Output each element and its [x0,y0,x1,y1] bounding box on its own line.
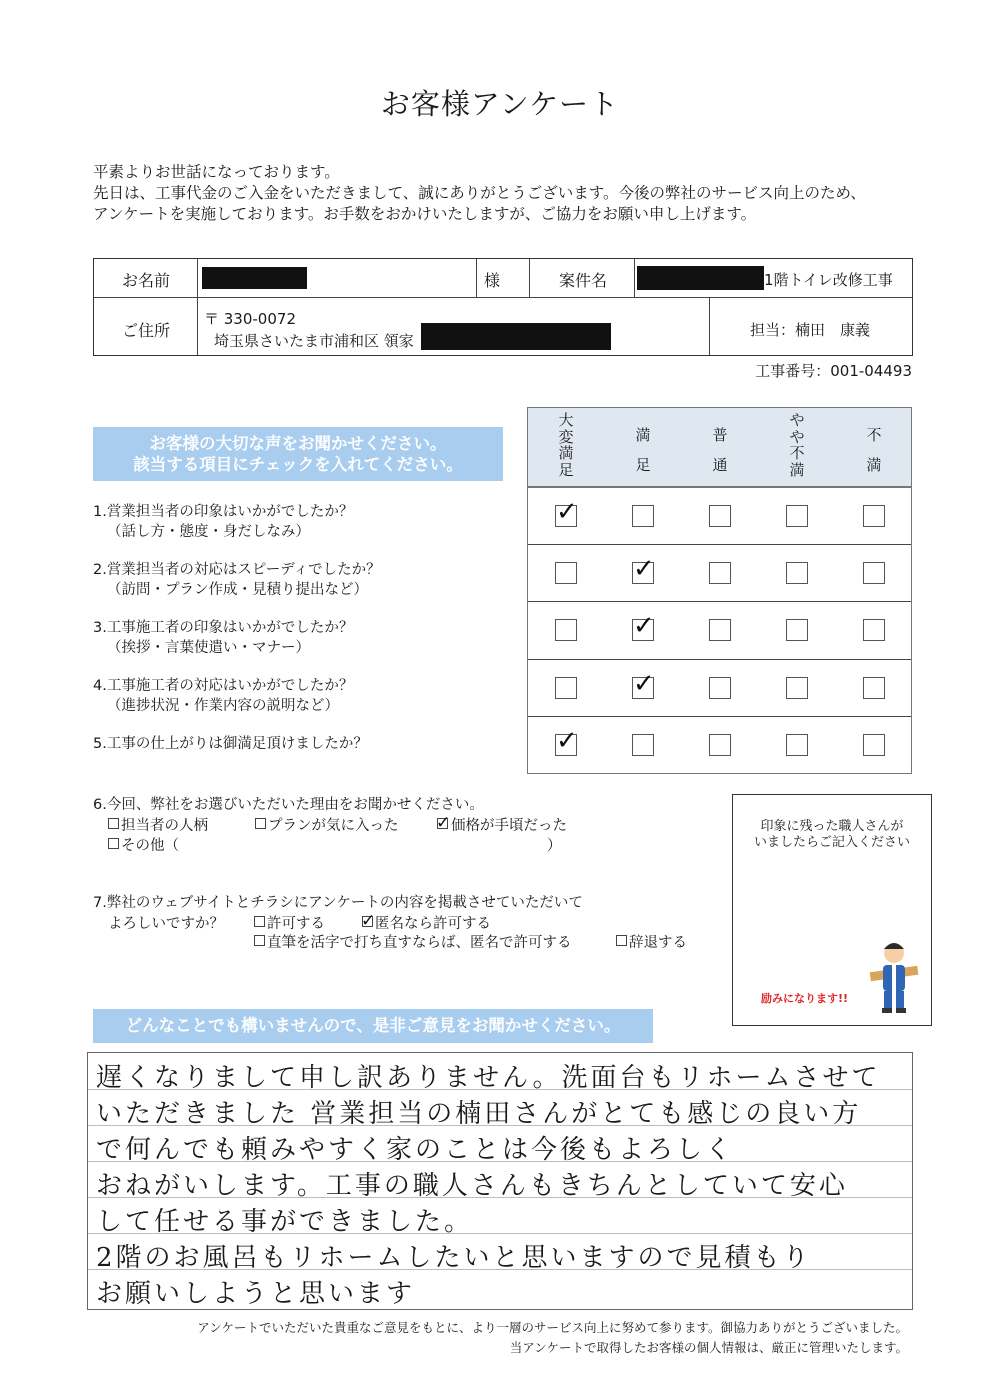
rating-checkbox[interactable] [709,505,731,527]
q6-checkbox-plan[interactable] [255,818,266,829]
project-value: 1階トイレ改修工事 [764,271,893,289]
craftsman-memo-box [732,794,932,1026]
q7-checkbox-decline[interactable] [616,935,627,946]
col-somewhat-dissatisfied: やや不満 [789,411,805,479]
col-very-satisfied: 大変満足 [558,411,574,479]
redacted-project [637,266,764,290]
redacted-name [202,267,307,289]
q7-option-decline: 辞退する [629,935,687,951]
rating-checkmark: ✓ [633,611,655,641]
intro-line: 平素よりお世話になっております。 [93,163,340,181]
col-dissatisfied: 不満 [866,426,882,474]
handwritten-line: お願いしようと思います [96,1279,416,1309]
craftsman-illustration [868,935,920,1017]
rating-checkbox[interactable] [786,562,808,584]
intro-line: 先日は、工事代金のご入金をいただきまして、誠にありがとうございます。今後の弊社のサービス向上のため、 [93,184,866,202]
handwritten-line: で何んでも頼みやすく家のことは今後もよろしく [96,1135,735,1165]
encourage-text: 励みになります!! [761,992,849,1005]
rating-checkbox[interactable] [709,734,731,756]
rating-checkbox[interactable] [863,562,885,584]
opinion-banner: どんなことでも構いませんので、是非ご意見をお聞かせください。 [93,1009,653,1043]
job-number: 工事番号：001-04493 [755,362,912,380]
q7-checkbox-retype[interactable] [254,935,265,946]
rating-checkbox[interactable] [863,734,885,756]
q7-option-anonymous: 匿名なら許可する [375,916,491,932]
sama-label: 様 [484,271,501,290]
q7-checkmark: ✓ [361,911,376,931]
col-satisfied: 満足 [635,426,651,474]
rating-checkmark: ✓ [556,497,578,527]
opinion-box [87,1052,913,1310]
q6-other-label: その他（ [121,838,179,854]
question-7-line2: よろしいですか？ [108,916,224,932]
project-label: 案件名 [559,271,608,290]
rating-checkbox[interactable] [709,619,731,641]
handwritten-line: いただきました 営業担当の楠田さんがとても感じの良い方 [96,1099,862,1129]
rating-checkbox[interactable] [709,677,731,699]
question-7: 7.弊社のウェブサイトとチラシにアンケートの内容を掲載させていただいて [93,895,583,911]
postal-code: 〒 330-0072 [204,310,296,328]
staff-name: 担当：楠田 康義 [750,321,871,339]
rating-checkbox[interactable] [786,505,808,527]
q6-other-close: ） [547,838,562,854]
rating-checkbox[interactable] [632,505,654,527]
rating-checkmark: ✓ [556,726,578,756]
memo-prompt: 印象に残った職人さんが いましたらご記入ください [753,819,910,850]
footer-privacy: 当アンケートで取得したお客様の個人情報は、厳正に管理いたします。 [509,1340,908,1355]
name-label: お名前 [122,271,171,290]
rating-checkbox[interactable] [863,619,885,641]
rating-checkbox[interactable] [786,619,808,641]
page-title: お客様アンケート [380,87,620,121]
rating-checkbox[interactable] [786,677,808,699]
q6-option-plan: プランが気に入った [268,818,399,834]
address-label: ご住所 [122,321,171,340]
rating-checkbox[interactable] [863,677,885,699]
rating-grid [527,487,912,774]
q6-option-staff: 担当者の人柄 [121,818,208,834]
question-4: 4.工事施工者の対応はいかがでしたか？ （進捗状況・作業内容の説明など） [93,678,354,714]
rating-banner-line: お客様の大切な声をお聞かせください。 [149,434,447,453]
q7-option-allow: 許可する [267,916,325,932]
rating-checkmark: ✓ [633,554,655,584]
question-5: 5.工事の仕上がりは御満足頂けましたか？ [93,736,368,752]
rating-header [527,407,912,487]
question-6: 6.今回、弊社をお選びいただいた理由をお聞かせください。 [93,797,484,813]
rating-checkbox[interactable] [709,562,731,584]
rating-checkbox[interactable] [632,734,654,756]
rating-checkbox[interactable] [786,734,808,756]
handwritten-line: おねがいします。工事の職人さんもきちんとしていて安心 [96,1171,848,1201]
handwritten-line: して任せる事ができました。 [96,1207,474,1237]
q6-checkbox-staff[interactable] [108,818,119,829]
question-3: 3.工事施工者の印象はいかがでしたか？ （挨拶・言葉使遣い・マナー） [93,620,354,656]
rating-checkbox[interactable] [863,505,885,527]
address-value: 埼玉県さいたま市浦和区 領家 [214,332,414,350]
rating-checkbox[interactable] [555,677,577,699]
rating-checkbox[interactable] [555,619,577,641]
col-normal: 普通 [712,426,728,474]
footer-thanks: アンケートでいただいた貴重なご意見をもとに、より一層のサービス向上に努めて参ります。御協力ありがとうございました。 [197,1320,908,1335]
q6-checkmark: ✓ [436,813,451,833]
intro-text [93,162,866,225]
rating-banner-line: 該当する項目にチェックを入れてください。 [133,455,463,474]
question-2: 2.営業担当者の対応はスピーディでしたか？ （訪問・プラン作成・見積り提出など） [93,562,381,598]
rating-checkmark: ✓ [633,669,655,699]
customer-info-table [93,258,913,356]
intro-line: アンケートを実施しております。お手数をおかけいたしますが、ご協力をお願い申し上げます。 [93,205,757,223]
question-1: 1.営業担当者の印象はいかがでしたか？ （話し方・態度・身だしなみ） [93,504,354,540]
q7-option-retype: 直筆を活字で打ち直すならば、匿名で許可する [267,935,572,951]
q7-checkbox-allow[interactable] [254,916,265,927]
handwritten-line: 遅くなりまして申し訳ありません。洗面台もリホームさせて [96,1063,881,1093]
rating-checkbox[interactable] [555,562,577,584]
redacted-address [421,323,611,350]
q6-checkbox-other[interactable] [108,838,119,849]
q6-option-price: 価格が手頃だった [451,818,567,834]
rating-banner [93,427,503,481]
handwritten-line: 2階のお風呂もリホームしたいと思いますので見積もり [96,1243,812,1273]
